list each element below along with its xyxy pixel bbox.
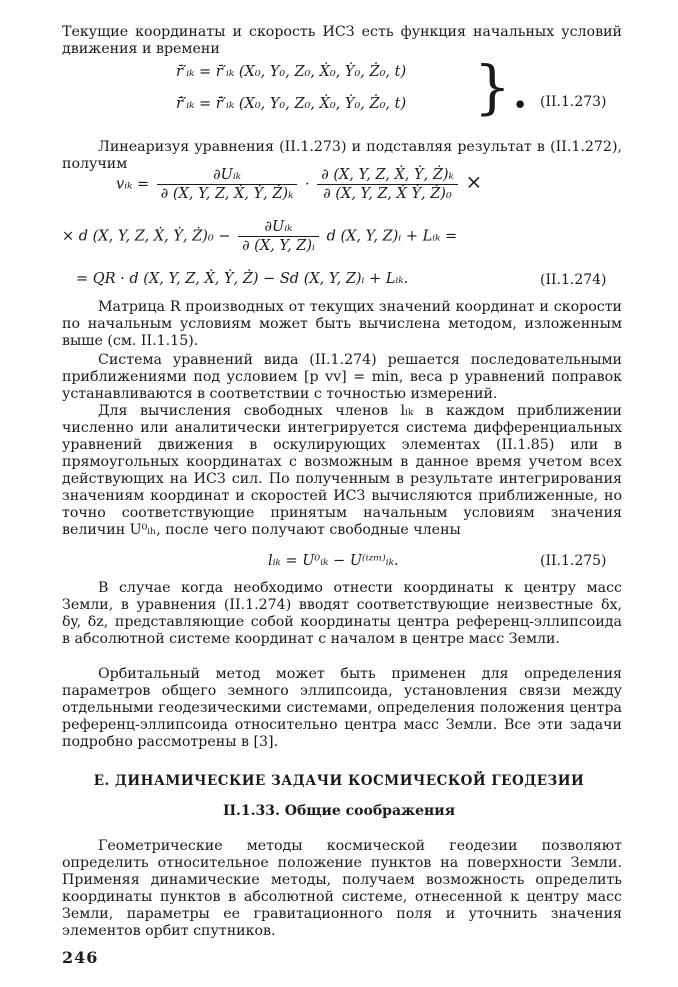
eq274-line3: = QR · d (X, Y, Z, Ẋ, Ẏ, Ż) − Sd (X, Y, Z)ᵢ + Lᵢₖ.	[76, 271, 409, 287]
fraction-1	[157, 167, 298, 202]
page-number: 246	[62, 948, 99, 967]
eq274-number: (II.1.274)	[540, 272, 607, 288]
eq274-times: ×	[465, 169, 483, 194]
fraction-1-numerator: ∂Uᵢₖ	[157, 167, 298, 185]
fraction-2	[317, 167, 458, 202]
eq273-line2: r̄̇′ᵢₖ = r̄̇′ᵢₖ (X₀, Y₀, Z₀, Ẋ₀, Ẏ₀, Ż₀, t)	[176, 96, 407, 112]
eq273-number: (II.1.273)	[540, 94, 607, 110]
eq275-formula: lᵢₖ = U⁰ᵢₖ − U⁽ⁱᶻᵐ⁾ᵢₖ.	[268, 553, 399, 569]
eq273-brace: }.	[474, 53, 530, 121]
eq274-line2	[62, 219, 457, 254]
eq274-lhs: vᵢₖ =	[116, 176, 150, 193]
paragraph-orbital-method: Орбитальный метод может быть применен для определения параметров общего земного эллипсоида, установления связи между отдельными геодезическими системами, определения положения центра референц-эллипсоида относительно центра масс Земли. Все эти задачи подробно рассмотрены в [3].	[62, 666, 622, 750]
eq274-dot: ·	[305, 176, 310, 193]
eq273-line1: r̄′ᵢₖ = r̄′ᵢₖ (X₀, Y₀, Z₀, Ẋ₀, Ẏ₀, Ż₀, t)	[176, 64, 407, 80]
paragraph-linearize: Линеаризуя уравнения (II.1.273) и подставляя результат в (II.1.272), получим	[62, 139, 622, 172]
eq275-number: (II.1.275)	[540, 553, 607, 569]
paragraph-computation: Для вычисления свободных членов lᵢₖ в каждом приближении численно или аналитически интегрируется система дифференциальных уравнений движения в оскулирующих элементах (II.1.85) или в прямоугольных координатах с возможным в данное время учетом всех действующих на ИСЗ сил. По полученным в результате интегрирования значениям координат и скоростей ИСЗ вычисляются приближенные, но точно соответствующие принятым начальным условиям значения величин U⁰ᵢₕ, после чего получают свободные члены	[62, 403, 622, 538]
section-heading: Е. ДИНАМИЧЕСКИЕ ЗАДАЧИ КОСМИЧЕСКОЙ ГЕОДЕЗИИ	[93, 773, 585, 789]
fraction-3	[238, 219, 319, 254]
eq274-line2-end: d (X, Y, Z)ᵢ + Lᵢₖ =	[326, 228, 458, 245]
paragraph-matrix: Матрица R производных от текущих значений координат и скорости по начальным условиям может быть вычислена методом, изложенным выше (см. II.1.15).	[62, 299, 622, 349]
fraction-1-denominator: ∂ (X, Y, Z, Ẋ, Ẏ, Ż)ₖ	[160, 186, 294, 202]
paragraph-system: Система уравнений вида (II.1.274) решается последовательными приближениями под условием [p vv] = min, веса p уравнений поправок устанавливаются в соответствии с точностью измерений.	[62, 352, 622, 402]
fraction-3-denominator: ∂ (X, Y, Z)ᵢ	[242, 238, 315, 254]
fraction-2-numerator: ∂ (X, Y, Z, Ẋ, Ẏ, Ż)ₖ	[317, 167, 458, 185]
eq274-line1	[116, 167, 482, 202]
subsection-heading: II.1.33. Общие соображения	[222, 803, 456, 819]
paragraph-intro: Текущие координаты и скорость ИСЗ есть функция начальных условий движения и времени	[62, 24, 622, 57]
paragraph-center-of-mass: В случае когда необходимо отнести координаты к центру масс Земли, в уравнения (II.1.274) вводят соответствующие неизвестные δx, δy, δz, представляющие собой координаты центра референц-эллипсоида в абсолютной системе координат с началом в центре масс Земли.	[62, 580, 622, 647]
fraction-2-denominator: ∂ (X, Y, Z, Ẋ Ẏ, Ż)₀	[323, 186, 452, 202]
paragraph-general: Геометрические методы космической геодезии позволяют определить относительное положение пунктов на поверхности Земли. Применяя динамические методы, получаем возможность определить координаты пунктов в абсолютной системе, отнесенной к центру масс Земли, параметры ее гравитационного поля и уточнить значения элементов орбит спутников.	[62, 838, 622, 939]
fraction-3-numerator: ∂Uᵢₖ	[238, 219, 319, 237]
eq274-line2-start: × d (X, Y, Z, Ẋ, Ẏ, Ż)₀ −	[62, 228, 231, 245]
